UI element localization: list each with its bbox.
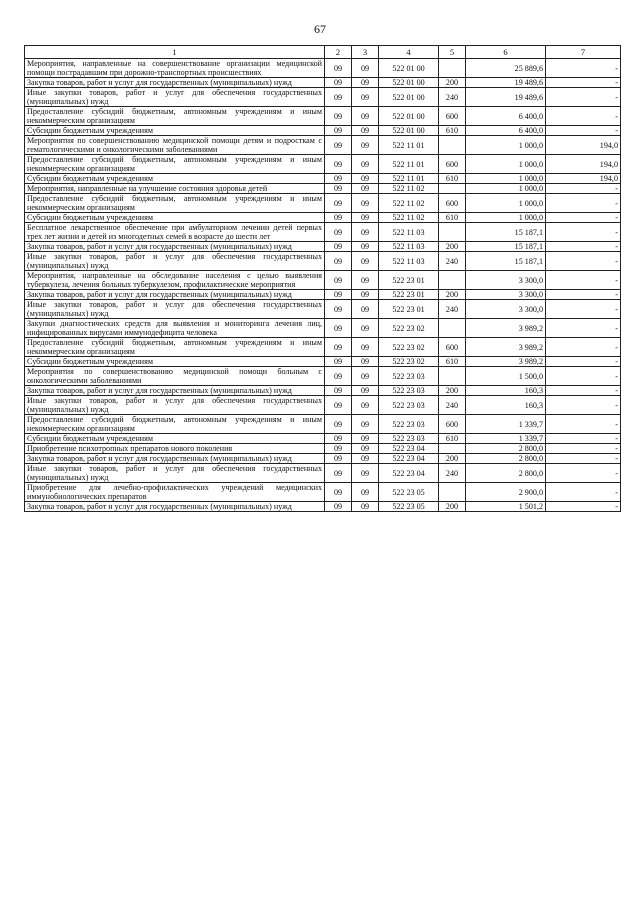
row-expense-type-cell: 600 [439,338,466,357]
table-row [25,213,621,223]
budget-table [24,45,621,512]
row-expense-type-cell [439,483,466,502]
row-section-cell: 09 [325,78,352,88]
row-name-cell: Субсидии бюджетным учреждениям [25,213,325,223]
table-row [25,88,621,107]
row-name-cell: Закупки диагностических средств для выявления и мониторинга лечения лиц, инфицированных вирусами иммунодефицита человека [25,319,325,338]
row-subsection-cell: 09 [352,300,379,319]
row-target-code-cell: 522 11 03 [379,252,439,271]
row-amount-cell: 15 187,1 [466,252,546,271]
row-federal-amount-cell: - [546,242,621,252]
row-subsection-cell: 09 [352,502,379,512]
column-header: 6 [466,46,546,59]
table-row [25,136,621,155]
row-subsection-cell: 09 [352,367,379,386]
row-name-cell: Приобретение для лечебно-профилактических учреждений медицинских иммунобиологических препаратов [25,483,325,502]
row-target-code-cell: 522 23 01 [379,300,439,319]
row-amount-cell: 1 000,0 [466,184,546,194]
row-federal-amount-cell: - [546,88,621,107]
row-federal-amount-cell: - [546,483,621,502]
table-row [25,155,621,174]
table-row [25,223,621,242]
row-section-cell: 09 [325,59,352,78]
row-amount-cell: 15 187,1 [466,242,546,252]
row-expense-type-cell [439,184,466,194]
row-subsection-cell: 09 [352,213,379,223]
row-target-code-cell: 522 23 03 [379,434,439,444]
table-row [25,396,621,415]
row-name-cell: Предоставление субсидий бюджетным, автономным учреждениям и иным некоммерческим организациям [25,415,325,434]
row-expense-type-cell: 600 [439,155,466,174]
row-expense-type-cell: 600 [439,194,466,213]
row-amount-cell: 3 989,2 [466,357,546,367]
row-subsection-cell: 09 [352,357,379,367]
row-target-code-cell: 522 01 00 [379,88,439,107]
row-subsection-cell: 09 [352,242,379,252]
row-section-cell: 09 [325,444,352,454]
row-federal-amount-cell: - [546,396,621,415]
table-row [25,290,621,300]
table-row [25,502,621,512]
table-row [25,78,621,88]
row-target-code-cell: 522 23 03 [379,386,439,396]
row-amount-cell: 3 300,0 [466,271,546,290]
row-federal-amount-cell: - [546,223,621,242]
row-target-code-cell: 522 01 00 [379,107,439,126]
row-name-cell: Мероприятия, направленные на улучшение состояния здоровья детей [25,184,325,194]
table-row [25,126,621,136]
row-expense-type-cell: 240 [439,464,466,483]
row-name-cell: Предоставление субсидий бюджетным, автономным учреждениям и иным некоммерческим организациям [25,107,325,126]
row-expense-type-cell [439,223,466,242]
row-section-cell: 09 [325,464,352,483]
row-target-code-cell: 522 23 05 [379,483,439,502]
row-section-cell: 09 [325,483,352,502]
row-subsection-cell: 09 [352,155,379,174]
row-amount-cell: 3 989,2 [466,338,546,357]
row-section-cell: 09 [325,213,352,223]
row-amount-cell: 19 489,6 [466,88,546,107]
row-target-code-cell: 522 11 02 [379,184,439,194]
row-subsection-cell: 09 [352,126,379,136]
page-number: 67 [314,22,326,36]
row-expense-type-cell [439,444,466,454]
row-subsection-cell: 09 [352,464,379,483]
row-name-cell: Закупка товаров, работ и услуг для государственных (муниципальных) нужд [25,502,325,512]
row-federal-amount-cell: - [546,300,621,319]
row-federal-amount-cell: - [546,194,621,213]
row-expense-type-cell: 200 [439,502,466,512]
row-federal-amount-cell: - [546,213,621,223]
row-section-cell: 09 [325,126,352,136]
row-name-cell: Закупка товаров, работ и услуг для государственных (муниципальных) нужд [25,386,325,396]
row-target-code-cell: 522 23 04 [379,464,439,483]
row-name-cell: Закупка товаров, работ и услуг для государственных (муниципальных) нужд [25,78,325,88]
row-amount-cell: 2 900,0 [466,483,546,502]
row-expense-type-cell: 610 [439,434,466,444]
table-row [25,483,621,502]
row-target-code-cell: 522 23 03 [379,415,439,434]
row-expense-type-cell: 610 [439,174,466,184]
row-section-cell: 09 [325,396,352,415]
row-expense-type-cell: 200 [439,78,466,88]
row-name-cell: Субсидии бюджетным учреждениям [25,126,325,136]
row-federal-amount-cell: - [546,444,621,454]
row-section-cell: 09 [325,242,352,252]
row-expense-type-cell: 240 [439,252,466,271]
row-section-cell: 09 [325,174,352,184]
table-row [25,338,621,357]
row-amount-cell: 25 889,6 [466,59,546,78]
row-subsection-cell: 09 [352,59,379,78]
table-row [25,184,621,194]
row-expense-type-cell [439,271,466,290]
row-target-code-cell: 522 01 00 [379,126,439,136]
row-section-cell: 09 [325,386,352,396]
row-name-cell: Закупка товаров, работ и услуг для государственных (муниципальных) нужд [25,290,325,300]
row-target-code-cell: 522 23 02 [379,357,439,367]
table-row [25,319,621,338]
row-federal-amount-cell: - [546,59,621,78]
table-row [25,434,621,444]
row-federal-amount-cell: - [546,107,621,126]
row-federal-amount-cell: - [546,184,621,194]
row-target-code-cell: 522 11 01 [379,174,439,184]
row-target-code-cell: 522 01 00 [379,59,439,78]
row-expense-type-cell [439,367,466,386]
row-target-code-cell: 522 01 00 [379,78,439,88]
row-section-cell: 09 [325,415,352,434]
table-row [25,59,621,78]
row-amount-cell: 1 000,0 [466,155,546,174]
row-amount-cell: 2 800,0 [466,464,546,483]
row-section-cell: 09 [325,290,352,300]
row-target-code-cell: 522 23 03 [379,396,439,415]
row-amount-cell: 2 800,0 [466,444,546,454]
table-row [25,357,621,367]
row-section-cell: 09 [325,300,352,319]
row-section-cell: 09 [325,367,352,386]
row-section-cell: 09 [325,434,352,444]
row-target-code-cell: 522 11 03 [379,242,439,252]
row-subsection-cell: 09 [352,78,379,88]
row-federal-amount-cell: 194,0 [546,174,621,184]
row-amount-cell: 3 300,0 [466,300,546,319]
row-amount-cell: 6 400,0 [466,107,546,126]
table-row [25,415,621,434]
row-section-cell: 09 [325,184,352,194]
row-name-cell: Приобретение психотропных препаратов нового поколения [25,444,325,454]
row-expense-type-cell: 610 [439,213,466,223]
row-name-cell: Мероприятия по совершенствованию медицинской помощи больным с онкологическими заболеваниями [25,367,325,386]
row-name-cell: Иные закупки товаров, работ и услуг для обеспечения государственных (муниципальных) нужд [25,300,325,319]
row-federal-amount-cell: - [546,464,621,483]
row-section-cell: 09 [325,357,352,367]
row-federal-amount-cell: - [546,415,621,434]
row-target-code-cell: 522 11 03 [379,223,439,242]
row-section-cell: 09 [325,338,352,357]
row-section-cell: 09 [325,88,352,107]
row-section-cell: 09 [325,502,352,512]
row-expense-type-cell [439,59,466,78]
row-amount-cell: 1 000,0 [466,174,546,184]
table-body [25,59,621,512]
row-amount-cell: 1 000,0 [466,213,546,223]
row-subsection-cell: 09 [352,386,379,396]
row-target-code-cell: 522 23 05 [379,502,439,512]
table-row [25,194,621,213]
row-expense-type-cell: 200 [439,386,466,396]
row-name-cell: Иные закупки товаров, работ и услуг для обеспечения государственных (муниципальных) нужд [25,396,325,415]
row-federal-amount-cell: - [546,252,621,271]
row-subsection-cell: 09 [352,396,379,415]
row-federal-amount-cell: - [546,357,621,367]
row-name-cell: Предоставление субсидий бюджетным, автономным учреждениям и иным некоммерческим организациям [25,194,325,213]
row-name-cell: Закупка товаров, работ и услуг для государственных (муниципальных) нужд [25,242,325,252]
row-name-cell: Бесплатное лекарственное обеспечение при амбулаторном лечении детей первых трех лет жизни и детей из многодетных семей в возрасте до шести лет [25,223,325,242]
row-amount-cell: 1 000,0 [466,136,546,155]
row-expense-type-cell: 610 [439,126,466,136]
table-row [25,386,621,396]
table-row [25,454,621,464]
row-subsection-cell: 09 [352,290,379,300]
row-section-cell: 09 [325,454,352,464]
row-name-cell: Субсидии бюджетным учреждениям [25,174,325,184]
row-expense-type-cell: 240 [439,300,466,319]
row-amount-cell: 15 187,1 [466,223,546,242]
row-amount-cell: 1 501,2 [466,502,546,512]
row-federal-amount-cell: - [546,126,621,136]
row-expense-type-cell: 200 [439,454,466,464]
row-target-code-cell: 522 23 01 [379,271,439,290]
column-header: 5 [439,46,466,59]
row-target-code-cell: 522 23 03 [379,367,439,386]
row-subsection-cell: 09 [352,434,379,444]
row-target-code-cell: 522 23 02 [379,319,439,338]
column-header: 2 [325,46,352,59]
row-expense-type-cell: 240 [439,396,466,415]
row-federal-amount-cell: 194,0 [546,155,621,174]
row-name-cell: Субсидии бюджетным учреждениям [25,434,325,444]
row-amount-cell: 1 000,0 [466,194,546,213]
row-section-cell: 09 [325,155,352,174]
row-amount-cell: 1 339,7 [466,415,546,434]
row-subsection-cell: 09 [352,454,379,464]
row-federal-amount-cell: 194,0 [546,136,621,155]
row-amount-cell: 3 989,2 [466,319,546,338]
table-row [25,242,621,252]
row-subsection-cell: 09 [352,194,379,213]
table-header-row [25,46,621,59]
row-target-code-cell: 522 11 02 [379,194,439,213]
row-target-code-cell: 522 23 04 [379,444,439,454]
row-subsection-cell: 09 [352,319,379,338]
row-amount-cell: 160,3 [466,396,546,415]
column-header: 4 [379,46,439,59]
row-target-code-cell: 522 11 02 [379,213,439,223]
row-subsection-cell: 09 [352,338,379,357]
row-name-cell: Мероприятия, направленные на совершенствование организации медицинской помощи пострадавшим при дорожно-транспортных происшествиях [25,59,325,78]
row-expense-type-cell [439,319,466,338]
row-section-cell: 09 [325,223,352,242]
row-name-cell: Иные закупки товаров, работ и услуг для обеспечения государственных (муниципальных) нужд [25,252,325,271]
table-row [25,464,621,483]
row-target-code-cell: 522 11 01 [379,136,439,155]
row-subsection-cell: 09 [352,415,379,434]
row-amount-cell: 160,3 [466,386,546,396]
row-section-cell: 09 [325,271,352,290]
row-federal-amount-cell: - [546,319,621,338]
row-subsection-cell: 09 [352,88,379,107]
row-federal-amount-cell: - [546,367,621,386]
row-name-cell: Иные закупки товаров, работ и услуг для обеспечения государственных (муниципальных) нужд [25,464,325,483]
table-row [25,107,621,126]
row-section-cell: 09 [325,194,352,213]
row-target-code-cell: 522 23 02 [379,338,439,357]
row-target-code-cell: 522 11 01 [379,155,439,174]
row-expense-type-cell: 240 [439,88,466,107]
row-amount-cell: 1 339,7 [466,434,546,444]
table-row [25,252,621,271]
row-federal-amount-cell: - [546,454,621,464]
row-subsection-cell: 09 [352,107,379,126]
row-name-cell: Мероприятия, направленные на обследование населения с целью выявления туберкулеза, лечения больных туберкулезом, профилактические мероприятия [25,271,325,290]
column-header: 3 [352,46,379,59]
row-target-code-cell: 522 23 01 [379,290,439,300]
table-row [25,444,621,454]
row-subsection-cell: 09 [352,271,379,290]
row-expense-type-cell: 200 [439,242,466,252]
row-amount-cell: 1 500,0 [466,367,546,386]
row-expense-type-cell [439,136,466,155]
row-name-cell: Субсидии бюджетным учреждениям [25,357,325,367]
row-name-cell: Мероприятия по совершенствованию медицинской помощи детям и подросткам с гематологическими и онкологическими заболеваниями [25,136,325,155]
table-row [25,300,621,319]
row-federal-amount-cell: - [546,502,621,512]
row-federal-amount-cell: - [546,434,621,444]
row-federal-amount-cell: - [546,271,621,290]
row-federal-amount-cell: - [546,338,621,357]
row-expense-type-cell: 600 [439,107,466,126]
row-amount-cell: 6 400,0 [466,126,546,136]
row-name-cell: Предоставление субсидий бюджетным, автономным учреждениям и иным некоммерческим организациям [25,155,325,174]
row-target-code-cell: 522 23 04 [379,454,439,464]
column-header: 1 [25,46,325,59]
row-subsection-cell: 09 [352,184,379,194]
row-name-cell: Закупка товаров, работ и услуг для государственных (муниципальных) нужд [25,454,325,464]
row-subsection-cell: 09 [352,483,379,502]
row-subsection-cell: 09 [352,444,379,454]
row-section-cell: 09 [325,136,352,155]
row-subsection-cell: 09 [352,174,379,184]
row-federal-amount-cell: - [546,78,621,88]
row-amount-cell: 19 489,6 [466,78,546,88]
row-name-cell: Иные закупки товаров, работ и услуг для обеспечения государственных (муниципальных) нужд [25,88,325,107]
row-federal-amount-cell: - [546,386,621,396]
row-expense-type-cell: 200 [439,290,466,300]
row-name-cell: Предоставление субсидий бюджетным, автономным учреждениям и иным некоммерческим организациям [25,338,325,357]
row-expense-type-cell: 600 [439,415,466,434]
row-subsection-cell: 09 [352,223,379,242]
table-row [25,174,621,184]
row-amount-cell: 2 800,0 [466,454,546,464]
row-subsection-cell: 09 [352,136,379,155]
table-row [25,271,621,290]
row-section-cell: 09 [325,319,352,338]
row-section-cell: 09 [325,252,352,271]
row-section-cell: 09 [325,107,352,126]
table-row [25,367,621,386]
row-expense-type-cell: 610 [439,357,466,367]
row-amount-cell: 3 300,0 [466,290,546,300]
row-federal-amount-cell: - [546,290,621,300]
row-subsection-cell: 09 [352,252,379,271]
column-header: 7 [546,46,621,59]
